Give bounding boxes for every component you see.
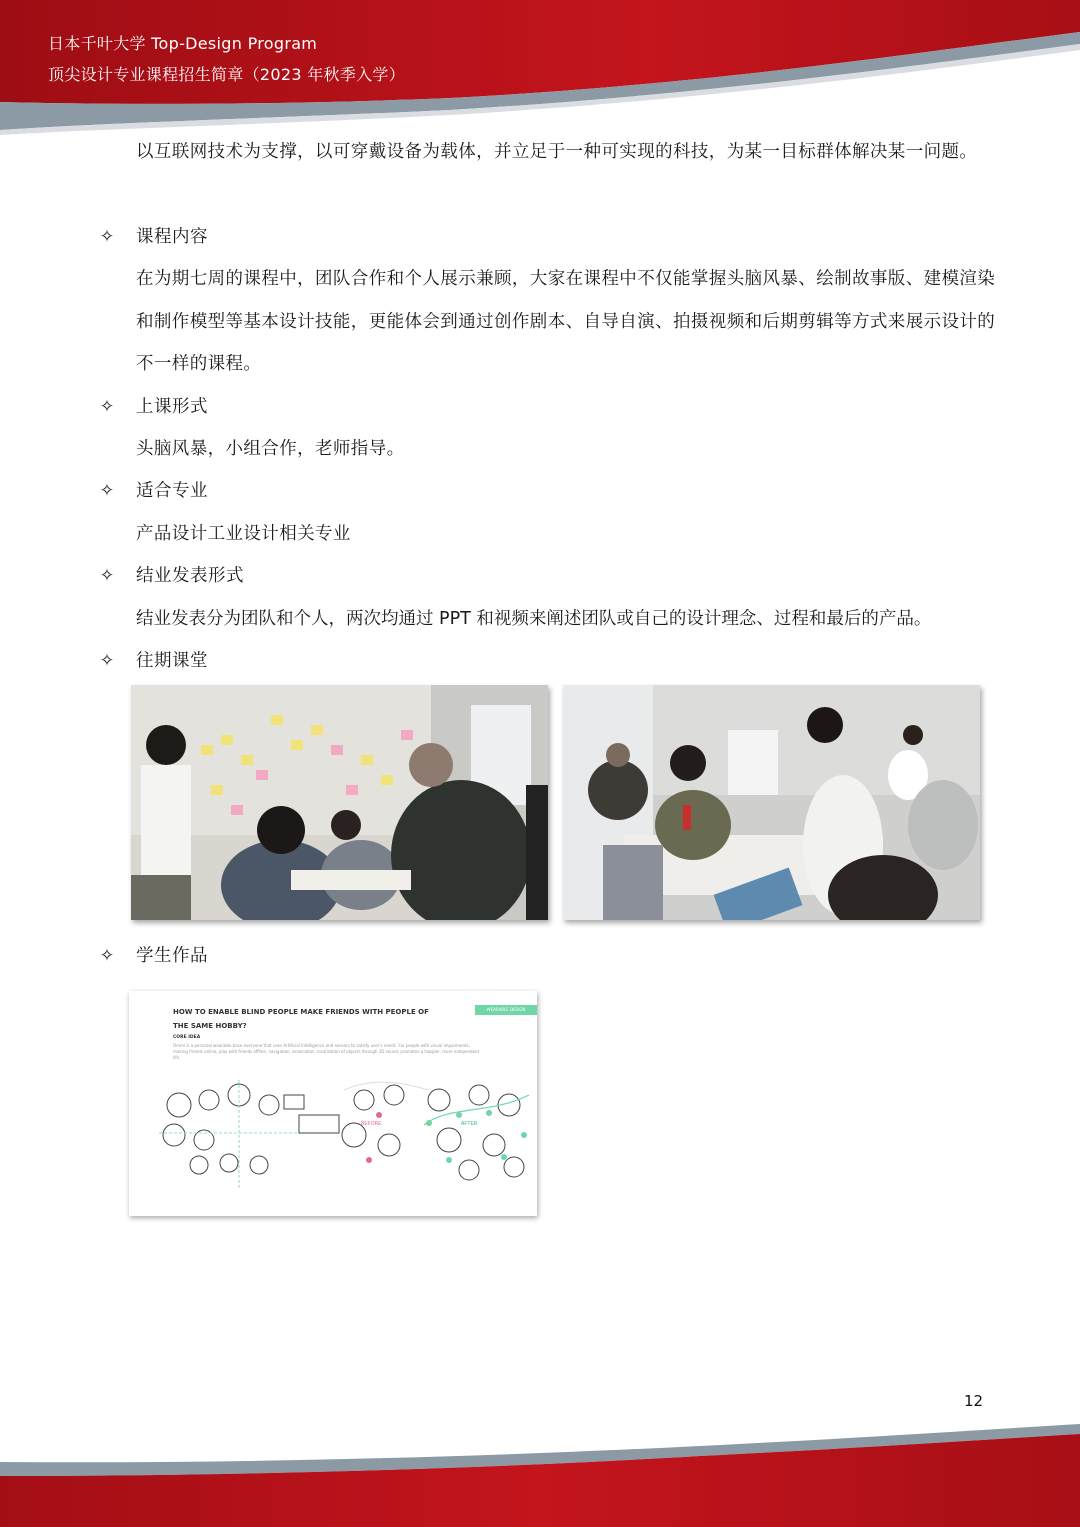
class-photo-1 bbox=[131, 685, 548, 920]
slide-core-label: CORE IDEA bbox=[173, 1035, 201, 1040]
intro-paragraph: 以互联网技术为支撑，以可穿戴设备为载体，并立足于一种可实现的科技，为某一目标群体解决某一问题。 bbox=[136, 142, 978, 162]
class-photo-2 bbox=[563, 685, 980, 920]
course-content-paragraph: 在为期七周的课程中，团队合作和个人展示兼顾，大家在课程中不仅能掌握头脑风暴、绘制故事版、建模渲染和制作模型等基本设计技能，更能体会到通过创作剧本、自导自演、拍摄视频和后期剪辑等方式来展示设计的不一样的课程。 bbox=[136, 269, 996, 374]
sparkle-bullet-icon: ✧ bbox=[99, 481, 115, 501]
page-number: 12 bbox=[964, 1392, 984, 1410]
sketch-before-label: BEFORE bbox=[361, 1121, 382, 1127]
sparkle-bullet-icon: ✧ bbox=[99, 946, 115, 966]
sparkle-bullet-icon: ✧ bbox=[99, 227, 115, 247]
class-format-paragraph: 头脑风暴，小组合作，老师指导。 bbox=[136, 439, 405, 459]
footer-band bbox=[0, 1420, 1080, 1527]
slide-core-text: Ommi is a personal wearable base everyone that uses Artificial Intelligence and sensors to satisfy user's needs. For people with visual impairments, making friends online, play with friends offline, navigation, association, localization of objects through 3D sound, promotes a happier, more independent life. bbox=[173, 1043, 480, 1060]
section-heading-past-classes: ✧ 往期课堂 bbox=[98, 646, 116, 676]
section-heading-suitable-majors: ✧ 适合专业 bbox=[98, 476, 116, 506]
sparkle-bullet-icon: ✧ bbox=[99, 566, 115, 586]
sketch-after-label: AFTER bbox=[461, 1121, 478, 1127]
header-subtitle: 顶尖设计专业课程招生简章（2023 年秋季入学） bbox=[48, 65, 406, 84]
section-heading-student-work: ✧ 学生作品 bbox=[98, 941, 116, 971]
slide-tag: WEARABLE DESIGN bbox=[475, 1005, 537, 1015]
slide-title: HOW TO ENABLE BLIND PEOPLE MAKE FRIENDS WITH PEOPLE OF THE SAME HOBBY? bbox=[173, 1008, 429, 1030]
section-heading-class-format: ✧ 上课形式 bbox=[98, 392, 116, 422]
section-heading-course-content: ✧ 课程内容 bbox=[98, 222, 116, 252]
student-work-slide bbox=[129, 991, 537, 1216]
header-title: 日本千叶大学 Top-Design Program bbox=[48, 34, 318, 53]
suitable-majors-paragraph: 产品设计工业设计相关专业 bbox=[136, 524, 351, 544]
sparkle-bullet-icon: ✧ bbox=[99, 397, 115, 417]
storyboard-sketch bbox=[149, 1075, 537, 1195]
final-presentation-paragraph: 结业发表分为团队和个人，两次均通过 PPT 和视频来阐述团队或自己的设计理念、过程和最后的产品。 bbox=[136, 609, 932, 629]
section-heading-final-presentation: ✧ 结业发表形式 bbox=[98, 561, 116, 591]
sparkle-bullet-icon: ✧ bbox=[99, 651, 115, 671]
